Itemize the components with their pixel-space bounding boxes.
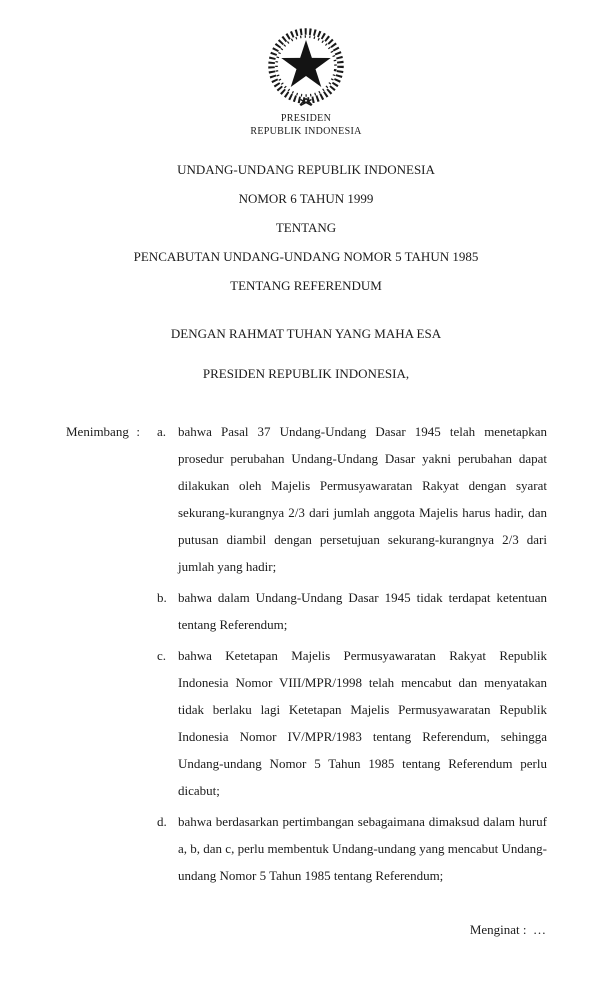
considering-label-colon: : [136,424,140,439]
item-marker: a. [157,424,167,439]
letterhead-line-presiden: PRESIDEN [280,113,332,124]
document-title [0,163,612,293]
considering-label-text: Menimbang [66,424,129,439]
title-line-3: TENTANG [275,220,337,235]
item-text: bahwa Ketetapan Majelis Permusyawaratan Rakyat Republik Indonesia Nomor VIII/MPR/1998 telah mencabut dan menyatakan tidak berlaku lagi Ketetapan Majelis Permusyawaratan Republik Indonesia Nomor IV/MPR/1983 tentang Referendum, sehingga Undang-undang Nomor 5 Tahun 1985 tentang Referendum perlu dicabut; [178,648,547,798]
letterhead-line-republik: REPUBLIK INDONESIA [250,125,362,137]
item-marker: c. [157,648,167,663]
considering-label [66,418,140,893]
item-marker: d. [157,814,167,829]
item-text: bahwa dalam Undang-Undang Dasar 1945 tidak terdapat ketentuan tentang Referendum; [178,590,547,632]
title-line-2: NOMOR 6 TAHUN 1999 [238,191,374,206]
item-text: bahwa Pasal 37 Undang-Undang Dasar 1945 telah menetapkan prosedur perubahan Undang-Undang Dasar yakni perubahan dapat dilakukan oleh Majelis Permusyawaratan Rakyat dengan syarat sekurang-kurangnya 2/3 dari jumlah anggota Majelis harus hadir, dan putusan diambil dengan persetujuan sekurang-kurangnya 2/3 dari jumlah yang hadir; [178,424,547,574]
title-line-4: PENCABUTAN UNDANG-UNDANG NOMOR 5 TAHUN 1985 [133,249,479,264]
considering-section [66,418,547,893]
title-line-5: TENTANG REFERENDUM [230,278,382,293]
considering-item-b [157,584,547,638]
presidential-star-wreath-emblem-icon [0,26,612,110]
letterhead-text [0,113,612,138]
authority-line: PRESIDEN REPUBLIK INDONESIA, [202,366,410,381]
letterhead [0,0,612,138]
next-section-reference: Menginat : … [469,922,546,937]
item-marker: b. [157,590,167,605]
considering-items [157,418,547,893]
invocation-line: DENGAN RAHMAT TUHAN YANG MAHA ESA [170,326,442,341]
considering-item-d [157,808,547,889]
considering-item-a [157,418,547,580]
considering-item-c [157,642,547,804]
item-text: bahwa berdasarkan pertimbangan sebagaimana dimaksud dalam huruf a, b, dan c, perlu membentuk Undang-undang yang mencabut Undang-undang Nomor 5 Tahun 1985 tentang Referendum; [178,814,547,883]
title-line-1: UNDANG-UNDANG REPUBLIK INDONESIA [177,162,435,177]
